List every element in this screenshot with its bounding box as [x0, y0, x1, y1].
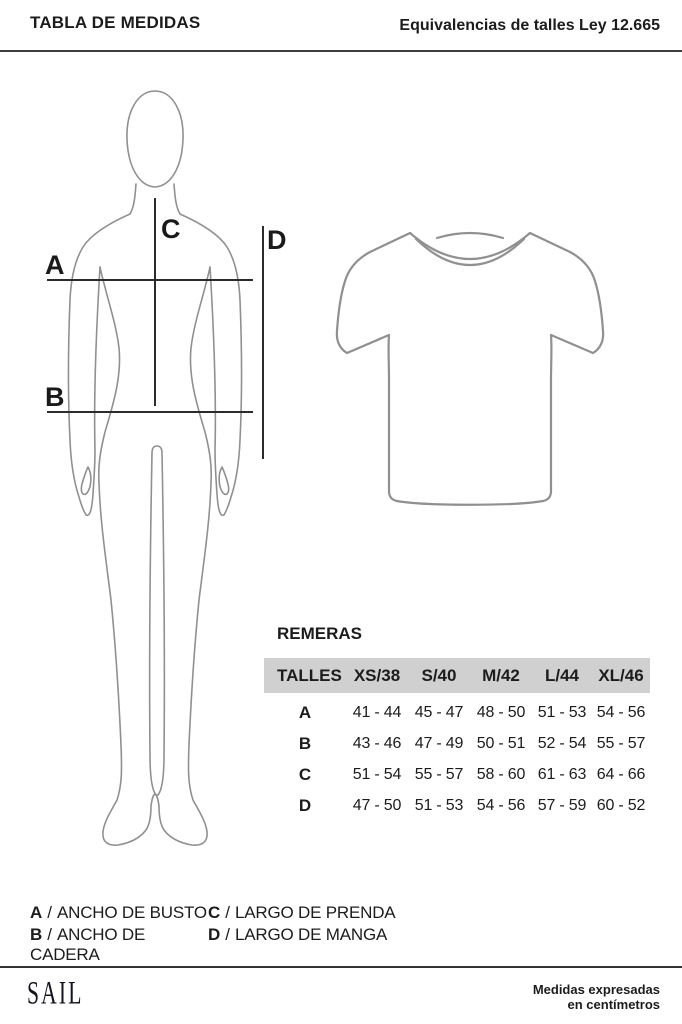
figure-right-arm: [174, 184, 242, 515]
table-row: [264, 728, 650, 759]
cell-value: 50 - 51: [476, 734, 526, 752]
units-note: [533, 982, 660, 1012]
table-body: [264, 697, 650, 821]
cell-value: 45 - 47: [414, 703, 464, 721]
cell-value: 51 - 53: [414, 796, 464, 814]
cell-value: 57 - 59: [537, 796, 587, 814]
legend-text: ANCHO DE CADERA: [30, 925, 146, 964]
measure-label-a: A: [45, 250, 65, 280]
table-header-row: [264, 658, 650, 693]
brand-logo: SAIL: [27, 975, 84, 1012]
cell-value: 58 - 60: [476, 765, 526, 783]
figure-head: [127, 91, 183, 187]
row-label-c: C: [298, 764, 312, 784]
table-row: [264, 697, 650, 728]
measure-label-d: D: [267, 225, 287, 255]
tshirt-outline: [337, 233, 603, 505]
cell-value: 54 - 56: [596, 703, 646, 721]
tshirt-diagram: [330, 210, 615, 515]
units-note-line1: Medidas expresadas: [532, 982, 660, 997]
legend-separator: /: [225, 925, 231, 944]
units-note-line2: en centímetros: [567, 997, 660, 1012]
legend-key: B: [30, 925, 43, 944]
legend-key: D: [208, 925, 221, 944]
cell-value: 54 - 56: [476, 796, 526, 814]
cell-value: 47 - 49: [414, 734, 464, 752]
cell-value: 60 - 52: [596, 796, 646, 814]
footer-divider: [0, 966, 682, 968]
cell-value: 51 - 54: [352, 765, 402, 783]
measure-label-c: C: [161, 214, 181, 244]
legend-text: ANCHO DE BUSTO: [57, 903, 207, 922]
cell-value: 48 - 50: [476, 703, 526, 721]
row-label-d: D: [298, 795, 312, 815]
column-header-m: M/42: [482, 665, 520, 685]
figure-right-thumb: [219, 467, 229, 494]
table-row: [264, 759, 650, 790]
column-header-l: L/44: [544, 665, 580, 685]
legend-key: C: [208, 903, 221, 922]
legend-separator: /: [47, 903, 53, 922]
legend-item-d: [208, 925, 395, 947]
row-label-a: A: [298, 702, 312, 722]
cell-value: 43 - 46: [352, 734, 402, 752]
cell-value: 52 - 54: [537, 734, 587, 752]
table-row: [264, 790, 650, 821]
legend-item-c: [208, 903, 395, 925]
column-header-xs: XS/38: [353, 665, 401, 685]
figure-left-arm: [69, 184, 137, 515]
cell-value: 61 - 63: [537, 765, 587, 783]
cell-value: 55 - 57: [596, 734, 646, 752]
figure-left-torso-leg: [99, 267, 155, 845]
cell-value: 41 - 44: [352, 703, 402, 721]
legend-text: LARGO DE PRENDA: [235, 903, 396, 922]
cell-value: 47 - 50: [352, 796, 402, 814]
page-title: TABLA DE MEDIDAS: [30, 13, 201, 32]
legend-separator: /: [47, 925, 53, 944]
cell-value: 55 - 57: [414, 765, 464, 783]
measure-label-b: B: [45, 382, 65, 412]
column-header-xl: XL/46: [598, 665, 644, 685]
column-header-talles: TALLES: [277, 665, 342, 685]
cell-value: 51 - 53: [537, 703, 587, 721]
header-divider: [0, 50, 682, 52]
page-subtitle: Equivalencias de talles Ley 12.665: [399, 17, 660, 34]
legend-item-b: [30, 925, 208, 964]
legend-text: LARGO DE MANGA: [235, 925, 388, 944]
legend-separator: /: [225, 903, 231, 922]
legend-key: A: [30, 903, 43, 922]
cell-value: 64 - 66: [596, 765, 646, 783]
figure-left-thumb: [81, 467, 91, 494]
figure-inner-leg-gap: [150, 446, 165, 795]
measurement-legend: [30, 903, 396, 964]
table-section-title: REMERAS: [277, 624, 363, 643]
legend-item-a: [30, 903, 208, 925]
row-label-b: B: [298, 733, 312, 753]
size-table: [264, 658, 650, 821]
column-header-s: S/40: [421, 665, 457, 685]
